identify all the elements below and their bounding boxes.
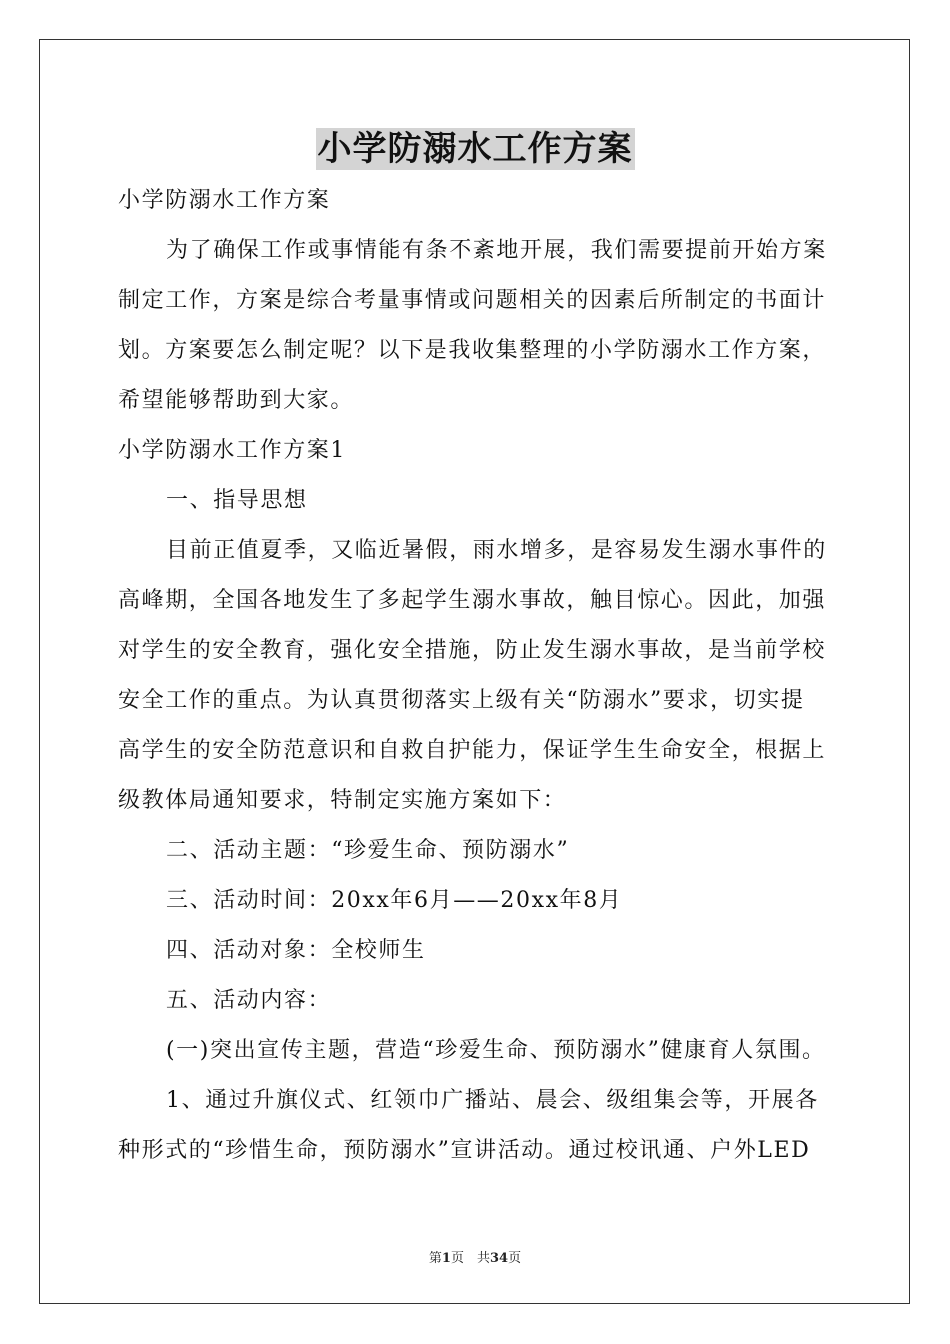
page-footer [0,1247,950,1266]
text-line: (一)突出宣传主题，营造“珍爱生命、预防溺水”健康育人氛围。 [166,1038,826,1063]
text-line: 安全工作的重点。为认真贯彻落实上级有关“防溺水”要求，切实提 [118,688,805,713]
footer-current-page: 1 [441,1251,451,1266]
footer-suffix: 页 [508,1251,522,1266]
text-line: 高峰期，全国各地发生了多起学生溺水事故，触目惊心。因此，加强 [118,588,827,613]
text-line: 目前正值夏季，又临近暑假，雨水增多，是容易发生溺水事件的 [166,538,827,563]
footer-total-pages: 34 [489,1251,509,1266]
text-line: 对学生的安全教育，强化安全措施，防止发生溺水事故，是当前学校 [118,638,827,663]
text-line: 三、活动时间：20xx年6月——20xx年8月 [166,888,623,913]
text-line: 小学防溺水工作方案 [118,188,331,213]
text-line: 希望能够帮助到大家。 [118,388,355,413]
text-line: 种形式的“珍惜生命，预防溺水”宣讲活动。通过校讯通、户外LED [118,1138,811,1163]
text-line: 为了确保工作或事情能有条不紊地开展，我们需要提前开始方案 [166,238,827,263]
text-line: 五、活动内容： [166,988,332,1013]
text-line: 四、活动对象：全校师生 [166,938,426,963]
footer-mid: 页 共 [450,1251,490,1266]
text-line: 制定工作，方案是综合考量事情或问题相关的因素后所制定的书面计 [118,288,827,313]
text-line: 1、通过升旗仪式、红领巾广播站、晨会、级组集会等，开展各 [166,1088,819,1113]
footer-prefix: 第 [428,1251,442,1266]
text-line: 小学防溺水工作方案1 [118,438,346,463]
text-line: 高学生的安全防范意识和自救自护能力，保证学生生命安全，根据上 [118,738,827,763]
text-line: 一、指导思想 [166,488,308,513]
page-title: 小学防溺水工作方案 [317,129,633,169]
text-line: 级教体局通知要求，特制定实施方案如下： [118,788,567,813]
document-body [118,176,838,1176]
text-line: 划。方案要怎么制定呢？以下是我收集整理的小学防溺水工作方案， [118,338,827,363]
title-container [0,128,950,170]
text-line: 二、活动主题：“珍爱生命、预防溺水” [166,838,570,863]
